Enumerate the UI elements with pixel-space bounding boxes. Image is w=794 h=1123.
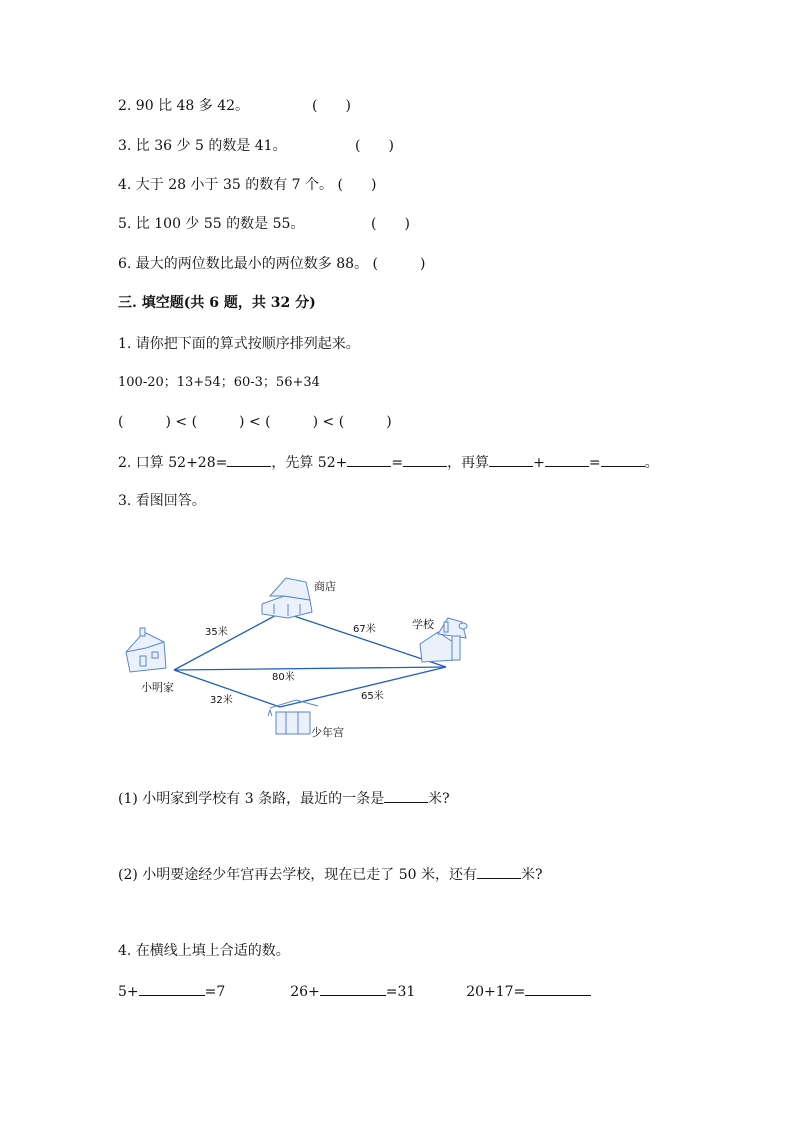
order-paren-2[interactable]: ( ) bbox=[191, 414, 245, 430]
answer-blank[interactable] bbox=[525, 981, 591, 996]
place-label-school: 学校 bbox=[412, 618, 434, 631]
judge-q3-text: 3. 比 36 少 5 的数是 41。 bbox=[118, 138, 287, 154]
judge-q6 bbox=[118, 254, 425, 274]
place-label-home: 小明家 bbox=[141, 681, 174, 694]
fill-q4-prompt: 4. 在横线上填上合适的数。 bbox=[118, 943, 290, 959]
route-home-school bbox=[174, 667, 446, 670]
answer-blank[interactable] bbox=[227, 452, 271, 467]
answer-blank[interactable] bbox=[477, 864, 521, 879]
answer-blank[interactable] bbox=[347, 452, 391, 467]
distance-label: 65米 bbox=[361, 691, 384, 702]
answer-blank[interactable] bbox=[320, 981, 386, 996]
distance-label: 80米 bbox=[272, 672, 295, 683]
distance-label: 67米 bbox=[353, 624, 376, 635]
expr-1-right: =7 bbox=[204, 984, 226, 1000]
less-than-sign: < bbox=[322, 414, 335, 430]
route-home-shop bbox=[174, 612, 282, 670]
sub-question-2-text: (2) 小明要途经少年宫再去学校，现在已走了 50 米，还有 bbox=[118, 867, 477, 883]
house-icon bbox=[126, 628, 166, 672]
shop-icon bbox=[262, 578, 312, 618]
fill-q2-text: = bbox=[391, 455, 404, 471]
answer-paren[interactable]: ( ) bbox=[355, 138, 394, 154]
sub-question-2-suffix: 米? bbox=[521, 867, 543, 883]
judge-q4-text: 4. 大于 28 小于 35 的数有 7 个。 bbox=[118, 177, 334, 193]
sub-question-2 bbox=[118, 864, 543, 885]
answer-paren[interactable]: ( ) bbox=[337, 177, 377, 193]
section-title: 三. 填空题(共 6 题，共 32 分) bbox=[118, 295, 316, 311]
fill-q1-order-row bbox=[118, 412, 392, 432]
answer-blank[interactable] bbox=[601, 452, 645, 467]
judge-q3 bbox=[118, 136, 394, 156]
answer-blank[interactable] bbox=[384, 788, 428, 803]
answer-blank[interactable] bbox=[139, 981, 205, 996]
fill-q2 bbox=[118, 452, 659, 473]
answer-blank[interactable] bbox=[489, 452, 533, 467]
sub-question-1 bbox=[118, 788, 450, 809]
judge-q4 bbox=[118, 175, 376, 195]
expr-2-left: 26+ bbox=[290, 984, 320, 1000]
distance-label: 32米 bbox=[210, 695, 233, 706]
fill-q2-text: = bbox=[588, 455, 601, 471]
fill-q2-text: + bbox=[533, 455, 545, 471]
fill-q4-expressions bbox=[118, 981, 591, 1002]
order-paren-3[interactable]: ( ) bbox=[265, 414, 319, 430]
fill-q2-text: 。 bbox=[644, 455, 659, 471]
expr-3-left: 20+17= bbox=[466, 984, 526, 1000]
order-paren-4[interactable]: ( ) bbox=[338, 414, 392, 430]
place-label-shop: 商店 bbox=[314, 580, 336, 593]
distance-label: 35米 bbox=[205, 627, 228, 638]
sub-question-1-suffix: 米? bbox=[428, 791, 450, 807]
fill-q2-text: 2. 口算 52+28= bbox=[118, 455, 228, 471]
sub-question-1-text: (1) 小明家到学校有 3 条路，最近的一条是 bbox=[118, 791, 385, 807]
answer-blank[interactable] bbox=[403, 452, 447, 467]
fill-q3-prompt: 3. 看图回答。 bbox=[118, 493, 206, 509]
fill-q1-expressions: 100-20；13+54；60-3；56+34 bbox=[118, 375, 320, 390]
fill-q2-text: ，再算 bbox=[447, 455, 490, 471]
judge-q5 bbox=[118, 214, 410, 234]
route-diagram bbox=[110, 560, 490, 750]
order-paren-1[interactable]: ( ) bbox=[118, 414, 171, 430]
answer-paren[interactable]: ( ) bbox=[312, 98, 351, 114]
fill-q2-text: ，先算 52+ bbox=[271, 455, 348, 471]
judge-q2-text: 2. 90 比 48 多 42。 bbox=[118, 98, 250, 114]
fill-q1-prompt: 1. 请你把下面的算式按顺序排列起来。 bbox=[118, 336, 360, 352]
place-label-palace: 少年宫 bbox=[311, 726, 344, 739]
judge-q5-text: 5. 比 100 少 55 的数是 55。 bbox=[118, 216, 305, 232]
less-than-sign: < bbox=[175, 414, 188, 430]
answer-paren[interactable]: ( ) bbox=[371, 216, 410, 232]
expr-2-right: =31 bbox=[385, 984, 416, 1000]
answer-paren[interactable]: ( ) bbox=[372, 256, 426, 272]
expr-1-left: 5+ bbox=[118, 984, 139, 1000]
judge-q6-text: 6. 最大的两位数比最小的两位数多 88。 bbox=[118, 256, 369, 272]
less-than-sign: < bbox=[248, 414, 261, 430]
answer-blank[interactable] bbox=[545, 452, 589, 467]
judge-q2 bbox=[118, 96, 351, 116]
